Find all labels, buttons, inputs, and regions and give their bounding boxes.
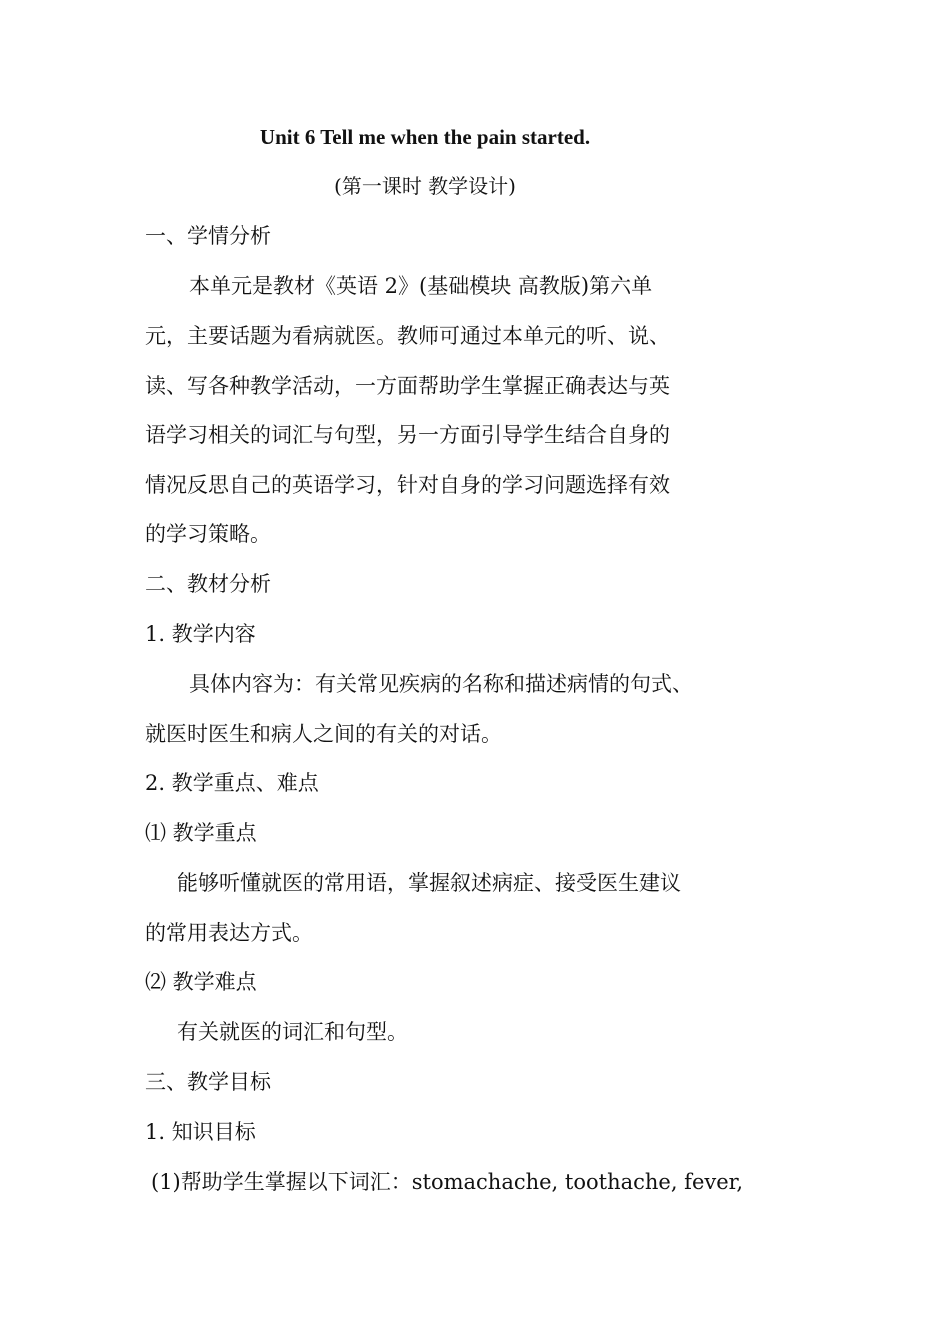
point-heading: ⑵ 教学难点 xyxy=(145,970,257,994)
document-subtitle: (第一课时 教学设计) xyxy=(334,174,516,198)
paragraph-line: 能够听懂就医的常用语，掌握叙述病症、接受医生建议 xyxy=(177,871,681,895)
point-heading: ⑴ 教学重点 xyxy=(145,821,257,845)
paragraph-line: 具体内容为：有关常见疾病的名称和描述病情的句式、 xyxy=(189,672,693,696)
section3-heading: 三、教学目标 xyxy=(145,1070,271,1094)
paragraph-line: 情况反思自己的英语学习，针对自身的学习问题选择有效 xyxy=(145,473,670,497)
paragraph-line: 语学习相关的词汇与句型，另一方面引导学生结合自身的 xyxy=(145,423,670,447)
subsection-heading: 1. 知识目标 xyxy=(145,1120,256,1144)
paragraph-line: 的常用表达方式。 xyxy=(145,921,313,945)
paragraph-line: 元，主要话题为看病就医。教师可通过本单元的听、说、 xyxy=(145,324,670,348)
subsection-heading: 2. 教学重点、难点 xyxy=(145,771,319,795)
paragraph-line: 有关就医的词汇和句型。 xyxy=(177,1020,408,1044)
paragraph-line: (1)帮助学生掌握以下词汇：stomachache, toothache, fever, xyxy=(151,1170,744,1194)
paragraph-line: 就医时医生和病人之间的有关的对话。 xyxy=(145,722,502,746)
subsection-heading: 1. 教学内容 xyxy=(145,622,256,646)
paragraph-line: 本单元是教材《英语 2》(基础模块 高教版)第六单 xyxy=(189,274,653,298)
section1-heading: 一、学情分析 xyxy=(145,224,271,248)
paragraph-line: 的学习策略。 xyxy=(145,522,271,546)
paragraph-line: 读、写各种教学活动，一方面帮助学生掌握正确表达与英 xyxy=(145,374,670,398)
document-title: Unit 6 Tell me when the pain started. xyxy=(259,125,591,149)
section2-heading: 二、教材分析 xyxy=(145,572,271,596)
